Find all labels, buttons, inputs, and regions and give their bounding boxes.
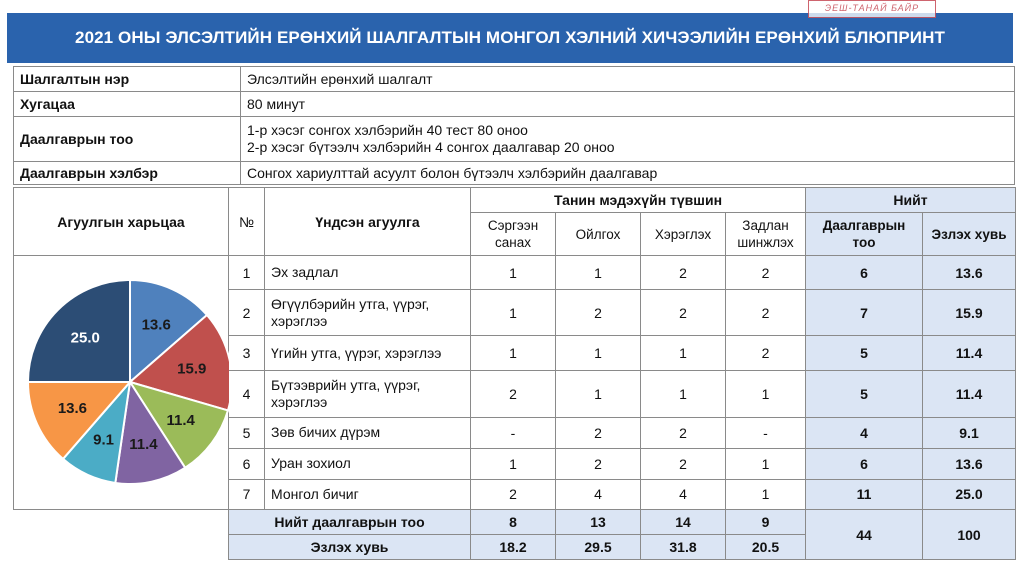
row-number: 3 <box>229 336 265 371</box>
row-percent: 13.6 <box>923 256 1016 290</box>
row-value: 1 <box>556 256 641 290</box>
info-row <box>14 117 1015 162</box>
row-value: 1 <box>471 256 556 290</box>
row-value: 2 <box>641 290 726 336</box>
coverage-pie-chart <box>14 256 229 510</box>
row-topic: Монгол бичиг <box>265 479 471 509</box>
page-title: 2021 ОНЫ ЭЛСЭЛТИЙН ЕРӨНХИЙ ШАЛГАЛТЫН МОНГОЛ ХЭЛНИЙ ХИЧЭЭЛИЙН ЕРӨНХИЙ БЛЮПРИНТ <box>75 28 945 47</box>
level-percent: 18.2 <box>471 535 556 560</box>
pie-slice-label: 13.6 <box>141 316 171 334</box>
row-number: 5 <box>229 417 265 448</box>
grand-total-percent: 100 <box>923 510 1016 560</box>
row-number: 6 <box>229 448 265 479</box>
row-value: 2 <box>556 417 641 448</box>
row-percent: 9.1 <box>923 417 1016 448</box>
level-header: Хэрэглэх <box>641 213 726 256</box>
row-value: 2 <box>471 479 556 509</box>
info-key: Шалгалтын нэр <box>14 67 241 92</box>
info-value: Элсэлтийн ерөнхий шалгалт <box>241 67 1015 92</box>
row-value: 1 <box>641 336 726 371</box>
row-count: 4 <box>806 417 923 448</box>
row-number: 7 <box>229 479 265 509</box>
row-value: 1 <box>641 371 726 417</box>
row-percent: 13.6 <box>923 448 1016 479</box>
blueprint-table <box>13 187 1016 560</box>
row-count: 5 <box>806 371 923 417</box>
pie-slice-label: 15.9 <box>177 360 207 378</box>
pie-slice-label: 11.4 <box>166 411 195 429</box>
info-key: Даалгаврын тоо <box>14 117 241 162</box>
row-percent: 25.0 <box>923 479 1016 509</box>
row-number: 1 <box>229 256 265 290</box>
row-value: 4 <box>641 479 726 509</box>
info-row <box>14 162 1015 185</box>
row-percent: 11.4 <box>923 336 1016 371</box>
total-value: 9 <box>726 510 806 535</box>
row-count: 5 <box>806 336 923 371</box>
row-count: 6 <box>806 256 923 290</box>
row-topic: Үгийн утга, үүрэг, хэрэглээ <box>265 336 471 371</box>
info-key: Даалгаврын хэлбэр <box>14 162 241 185</box>
pie-slice-label: 11.4 <box>129 435 158 453</box>
row-value: 1 <box>556 371 641 417</box>
info-row <box>14 67 1015 92</box>
total-value: 14 <box>641 510 726 535</box>
watermark-stamp: ЭЕШ-ТАНАЙ БАЙР <box>808 0 936 18</box>
info-value: 80 минут <box>241 92 1015 117</box>
row-value: 2 <box>641 448 726 479</box>
level-header: Сэргээн санах <box>471 213 556 256</box>
row-number: 4 <box>229 371 265 417</box>
percent-label: Эзлэх хувь <box>229 535 471 560</box>
total-value: 13 <box>556 510 641 535</box>
level-header: Ойлгох <box>556 213 641 256</box>
totals-row <box>14 510 1016 535</box>
info-row <box>14 92 1015 117</box>
row-value: 2 <box>726 290 806 336</box>
row-value: 1 <box>726 371 806 417</box>
row-value: 1 <box>726 479 806 509</box>
level-percent: 31.8 <box>641 535 726 560</box>
task-count-header: Даалгаврын тоо <box>806 213 923 256</box>
table-row <box>14 256 1016 290</box>
page-title-banner <box>7 13 1013 63</box>
row-value: - <box>471 417 556 448</box>
row-value: 1 <box>471 336 556 371</box>
totals-label: Нийт даалгаврын тоо <box>229 510 471 535</box>
row-value: 1 <box>471 448 556 479</box>
pie-chart-svg <box>14 256 229 509</box>
row-value: 2 <box>556 448 641 479</box>
row-value: 2 <box>641 256 726 290</box>
total-header: Нийт <box>806 188 1016 213</box>
exam-info-table <box>13 66 1015 185</box>
row-value: 2 <box>641 417 726 448</box>
info-value-line: 2-р хэсэг бүтээлч хэлбэрийн 4 сонгох даалгавар 20 оноо <box>247 139 615 155</box>
row-value: 1 <box>726 448 806 479</box>
row-topic: Уран зохиол <box>265 448 471 479</box>
row-topic: Өгүүлбэрийн утга, үүрэг, хэрэглээ <box>265 290 471 336</box>
level-header: Задлан шинжлэх <box>726 213 806 256</box>
cognitive-level-header: Танин мэдэхүйн түвшин <box>471 188 806 213</box>
row-value: - <box>726 417 806 448</box>
row-value: 1 <box>556 336 641 371</box>
content-header: Үндсэн агуулга <box>265 188 471 256</box>
row-value: 2 <box>556 290 641 336</box>
row-value: 1 <box>471 290 556 336</box>
coverage-header: Агуулгын харьцаа <box>14 188 229 256</box>
row-count: 6 <box>806 448 923 479</box>
row-percent: 15.9 <box>923 290 1016 336</box>
level-percent: 20.5 <box>726 535 806 560</box>
info-value <box>241 117 1015 162</box>
pie-slice-label: 9.1 <box>93 431 115 449</box>
row-count: 7 <box>806 290 923 336</box>
grand-total-count: 44 <box>806 510 923 560</box>
total-value: 8 <box>471 510 556 535</box>
percent-header: Эзлэх хувь <box>923 213 1016 256</box>
row-count: 11 <box>806 479 923 509</box>
number-header: № <box>229 188 265 256</box>
level-percent: 29.5 <box>556 535 641 560</box>
row-value: 2 <box>726 256 806 290</box>
pie-slice-label: 13.6 <box>57 400 88 418</box>
row-value: 4 <box>556 479 641 509</box>
empty-cell <box>14 510 229 560</box>
info-key: Хугацаа <box>14 92 241 117</box>
info-value: Сонгох хариулттай асуулт болон бүтээлч хэлбэрийн даалгавар <box>241 162 1015 185</box>
row-topic: Бүтээврийн утга, үүрэг, хэрэглээ <box>265 371 471 417</box>
row-value: 2 <box>471 371 556 417</box>
row-number: 2 <box>229 290 265 336</box>
row-topic: Эх задлал <box>265 256 471 290</box>
row-topic: Зөв бичих дүрэм <box>265 417 471 448</box>
row-value: 2 <box>726 336 806 371</box>
info-value-line: 1-р хэсэг сонгох хэлбэрийн 40 тест 80 оноо <box>247 122 528 138</box>
row-percent: 11.4 <box>923 371 1016 417</box>
pie-slice-label: 25.0 <box>70 329 100 347</box>
